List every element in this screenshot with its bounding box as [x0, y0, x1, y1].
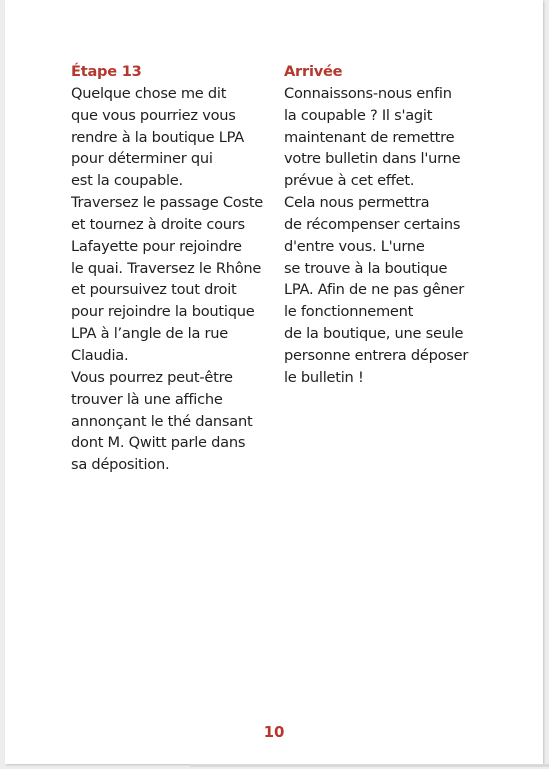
right-text-line: d'entre vous. L'urne [284, 237, 425, 255]
right-text-line: de la boutique, une seule [284, 325, 464, 343]
left-text-line: et tournez à droite cours [71, 215, 245, 233]
left-text-line: sa déposition. [71, 456, 170, 474]
left-text-line: le quai. Traversez le Rhône [71, 259, 262, 277]
step-heading: Étape 13 [71, 63, 142, 80]
next-page-edge [190, 764, 549, 767]
right-text-line: de récompenser certains [284, 215, 461, 233]
left-text-line: dont M. Qwitt parle dans [71, 434, 246, 452]
right-text-line: le bulletin ! [284, 368, 364, 386]
left-text-line: Quelque chose me dit [71, 84, 227, 102]
right-text-line: se trouve à la boutique [284, 259, 448, 277]
left-text-line: rendre à la boutique LPA [71, 128, 245, 146]
left-text-line: Claudia. [71, 346, 129, 364]
left-column [71, 61, 263, 476]
left-text-line: annonçant le thé dansant [71, 412, 253, 430]
left-text-line: Vous pourrez peut-être [71, 368, 233, 386]
right-text-line: la coupable ? Il s'agit [284, 106, 433, 124]
right-column [284, 61, 468, 389]
arrival-heading: Arrivée [284, 63, 343, 80]
left-text-line: trouver là une affiche [71, 390, 223, 408]
left-text-line: Traversez le passage Coste [71, 194, 264, 212]
left-text-line: et poursuivez tout droit [71, 281, 237, 299]
left-text-line: LPA à l’angle de la rue [71, 325, 229, 343]
page-number: 10 [263, 723, 285, 741]
right-text-line: prévue à cet effet. [284, 172, 415, 190]
document-page [5, 0, 543, 764]
right-text-line: le fonctionnement [284, 303, 414, 321]
right-text-line: LPA. Afin de ne pas gêner [284, 281, 464, 299]
left-text-line: est la coupable. [71, 172, 183, 190]
right-text-line: personne entrera déposer [284, 346, 469, 364]
left-text-line: Lafayette pour rejoindre [71, 237, 242, 255]
right-text-line: votre bulletin dans l'urne [284, 150, 461, 168]
right-text-line: Connaissons-nous enfin [284, 84, 452, 102]
right-text-line: maintenant de remettre [284, 128, 455, 146]
left-text-line: que vous pourriez vous [71, 106, 236, 124]
left-text-line: pour rejoindre la boutique [71, 303, 255, 321]
left-text-line: pour déterminer qui [71, 150, 213, 168]
right-text-line: Cela nous permettra [284, 194, 430, 212]
